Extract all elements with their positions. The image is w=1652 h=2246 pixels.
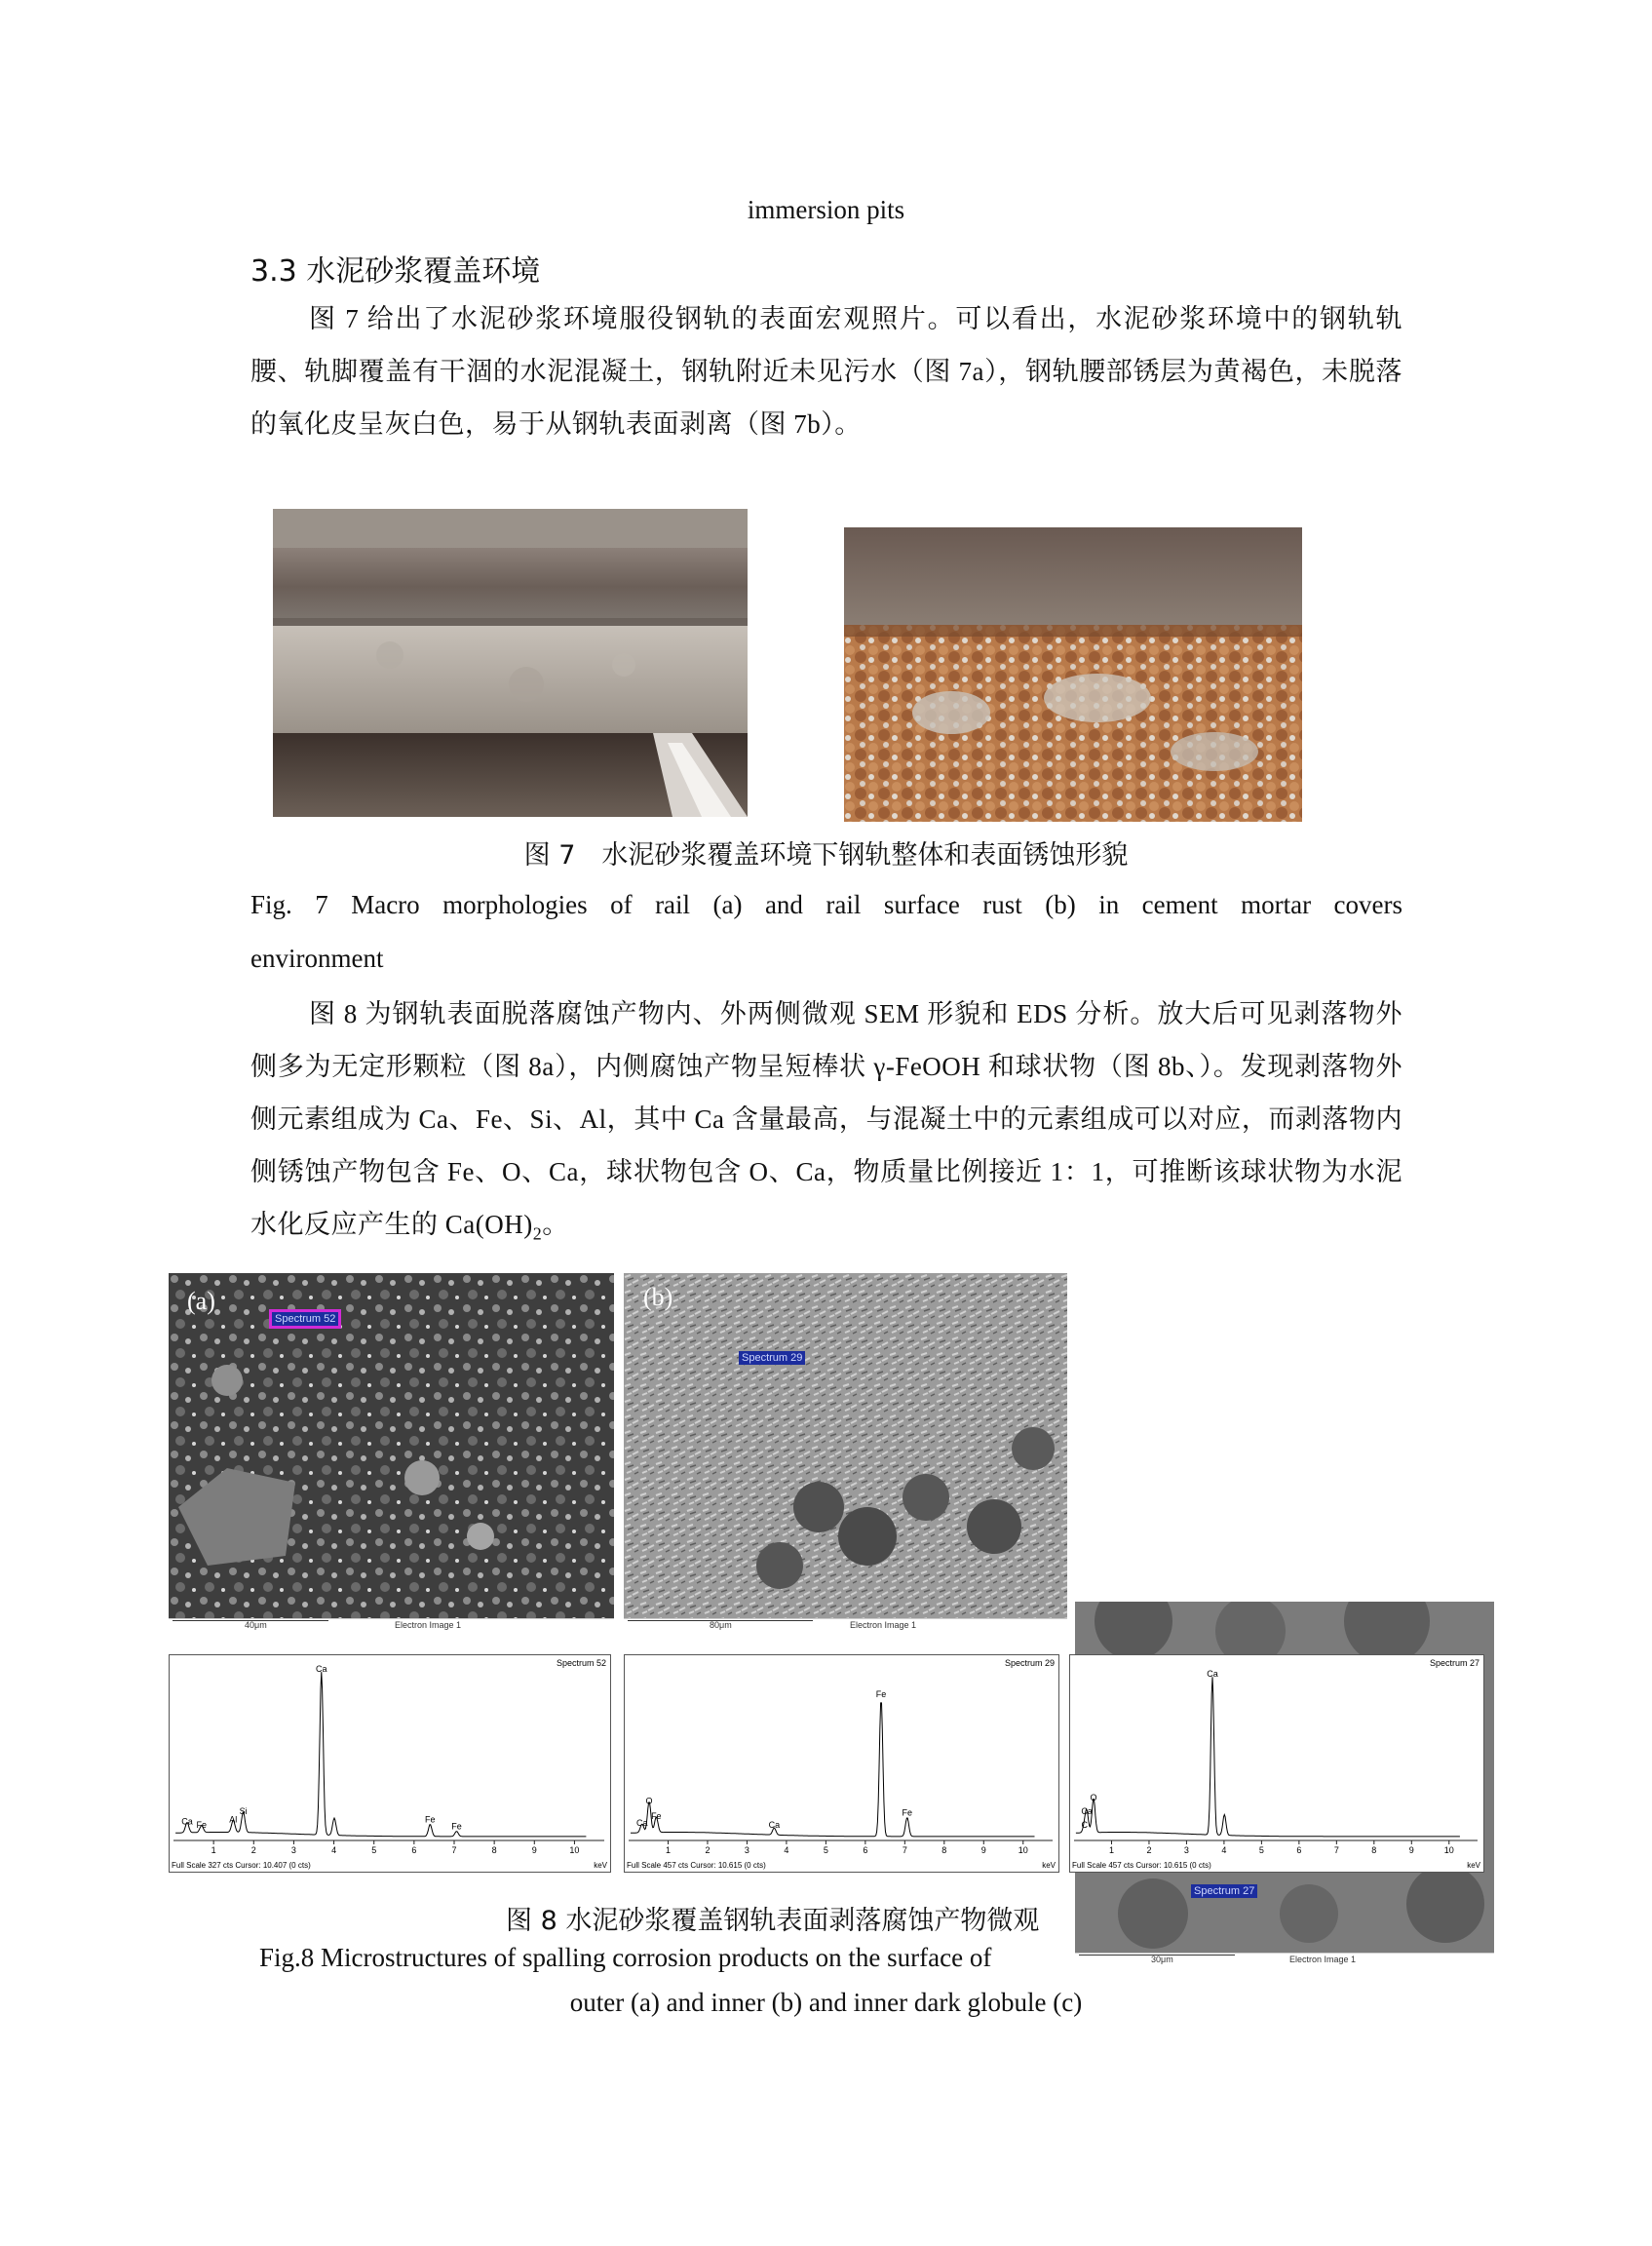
eds-peak-label: Ca [1081, 1805, 1093, 1816]
sem-b-scalebar [624, 1618, 1067, 1635]
paragraph-2-end: 。 [542, 1210, 569, 1239]
eds-tick-label: 4 [784, 1845, 789, 1855]
eds-spectrum-a [169, 1654, 611, 1873]
eds-peak-label: Ca [768, 1819, 781, 1830]
eds-tick-label: 9 [980, 1845, 986, 1855]
eds-xlabel: keV [1467, 1861, 1480, 1870]
fig7b-photo [844, 527, 1302, 822]
eds-tick-label: 4 [1221, 1845, 1227, 1855]
eds-tick-label: 2 [250, 1845, 256, 1855]
eds-xlabel: keV [594, 1861, 607, 1870]
eds-footer: Full Scale 457 cts Cursor: 10.615 (0 cts) [627, 1861, 766, 1870]
eds-peak-label: Ca [316, 1663, 327, 1674]
eds-peak-label: Ca [1207, 1669, 1218, 1680]
sem-c-scalebar [1075, 1953, 1494, 1969]
eds-tick-label: 1 [665, 1845, 671, 1855]
eds-peak-label: O [1090, 1792, 1097, 1802]
eds-footer: Full Scale 327 cts Cursor: 10.407 (0 cts) [172, 1861, 311, 1870]
eds-footer: Full Scale 457 cts Cursor: 10.615 (0 cts) [1072, 1861, 1211, 1870]
eds-title: Spectrum 52 [556, 1658, 606, 1668]
eds-tick-label: 7 [1333, 1845, 1339, 1855]
eds-tick-label: 6 [411, 1845, 417, 1855]
eds-peak-label: Fe [451, 1821, 462, 1832]
sem-b-electron-label: Electron Image 1 [850, 1620, 917, 1630]
fig7a-photo [273, 509, 748, 817]
eds-title: Spectrum 27 [1429, 1658, 1479, 1668]
eds-spectrum-b [624, 1654, 1059, 1873]
eds-tick-label: 6 [863, 1845, 868, 1855]
eds-tick-label: 8 [941, 1845, 947, 1855]
eds-xlabel: keV [1042, 1861, 1056, 1870]
sem-image-a [169, 1273, 614, 1618]
sem-a-electron-label: Electron Image 1 [395, 1620, 462, 1630]
eds-spectrum-c [1069, 1654, 1484, 1873]
eds-peak-label: Fe [902, 1807, 913, 1818]
eds-peak-label: C [1081, 1819, 1089, 1830]
sem-a-scale-label: 40μm [245, 1620, 267, 1630]
sem-b-scale-label: 80μm [710, 1620, 732, 1630]
eds-tick-label: 3 [744, 1845, 749, 1855]
eds-tick-label: 5 [823, 1845, 828, 1855]
eds-tick-label: 9 [1408, 1845, 1414, 1855]
eds-curve [175, 1672, 586, 1837]
eds-tick-label: 10 [1018, 1845, 1028, 1855]
sem-c-scale-label: 30μm [1151, 1955, 1173, 1964]
eds-tick-label: 1 [1108, 1845, 1114, 1855]
eds-title: Spectrum 29 [1004, 1658, 1055, 1668]
eds-peak-label: Al [229, 1814, 238, 1825]
eds-tick-label: 7 [902, 1845, 907, 1855]
eds-tick-label: 5 [1258, 1845, 1264, 1855]
sem-c-electron-label: Electron Image 1 [1289, 1955, 1357, 1964]
sem-a-scalebar [169, 1618, 614, 1635]
fig7-caption-en-1: Fig. 7 Macro morphologies of rail (a) and rail surface rust (b) in cement mortar covers [250, 890, 1402, 919]
sem-c-spectrum-tag: Spectrum 27 [1191, 1884, 1257, 1898]
fig8-caption-en-1: Fig.8 Microstructures of spalling corrosion products on the surface of [259, 1943, 992, 1972]
eds-tick-label: 8 [491, 1845, 497, 1855]
eds-curve [631, 1703, 1035, 1837]
eds-spectrum-b-plot [625, 1655, 1058, 1872]
eds-tick-label: 5 [371, 1845, 377, 1855]
section-title: 3.3 水泥砂浆覆盖环境 [250, 254, 541, 289]
fig7-caption-en-2: environment [250, 944, 384, 973]
eds-tick-label: 1 [211, 1845, 216, 1855]
eds-tick-label: 3 [290, 1845, 296, 1855]
eds-tick-label: 10 [569, 1845, 580, 1855]
fig8-caption-cn: 图 8 水泥砂浆覆盖钢轨表面剥落腐蚀产物微观 [506, 1906, 1040, 1936]
eds-tick-label: 3 [1183, 1845, 1189, 1855]
fig8-caption-en-2: outer (a) and inner (b) and inner dark globule (c) [569, 1988, 1083, 2017]
eds-peak-label: Si [239, 1805, 248, 1816]
eds-peak-label: O [645, 1796, 653, 1806]
eds-peak-label: Ca [181, 1816, 193, 1827]
eds-tick-label: 7 [451, 1845, 457, 1855]
eds-peak-label: Ca [636, 1818, 648, 1829]
paragraph-1: 图 7 给出了水泥砂浆环境服役钢轨的表面宏观照片。可以看出，水泥砂浆环境中的钢轨轨腰、轨脚覆盖有干涸的水泥混凝土，钢轨附近未见污水（图 7a），钢轨腰部锈层为黄褐色，未脱落的氧化皮呈灰白色，易于从钢轨表面剥离（图 7b）。 [250, 304, 1402, 439]
top-line: immersion pits [747, 195, 905, 224]
eds-tick-label: 8 [1371, 1845, 1377, 1855]
paragraph-2-text: 图 8 为钢轨表面脱落腐蚀产物内、外两侧微观 SEM 形貌和 EDS 分析。放大后可见剥落物外侧多为无定形颗粒（图 8a），内侧腐蚀产物呈短棒状 γ-FeOOH 和球状物（图 8b、）。发现剥落物外侧元素组成为 Ca、Fe、Si、Al，其中 Ca 含量最高，与混凝土中的元素组成可以对应，而剥落物内侧锈蚀产物包含 Fe、O、Ca，球状物包含 O、Ca，物质量比例接近 1：1，可推断该球状物为水泥水化反应产生的 Ca(OH) [250, 999, 1402, 1239]
eds-tick-label: 2 [705, 1845, 711, 1855]
eds-curve [1076, 1677, 1460, 1837]
eds-peak-label: Fe [651, 1811, 662, 1822]
panel-b-label: (b) [643, 1283, 673, 1311]
sem-a-spectrum-tag: Spectrum 52 [269, 1309, 341, 1329]
eds-tick-label: 2 [1146, 1845, 1152, 1855]
paragraph-2 [250, 987, 1402, 1259]
eds-peak-label: Fe [425, 1814, 436, 1825]
eds-tick-label: 9 [531, 1845, 537, 1855]
eds-peak-label: Fe [875, 1689, 887, 1700]
eds-tick-label: 10 [1443, 1845, 1454, 1855]
panel-a-label: (a) [187, 1287, 215, 1315]
eds-spectrum-c-plot [1070, 1655, 1483, 1872]
eds-tick-label: 4 [331, 1845, 337, 1855]
sem-image-b [624, 1273, 1067, 1618]
paragraph-2-subscript: 2 [532, 1223, 543, 1244]
fig7-caption-cn: 图 7 水泥砂浆覆盖环境下钢轨整体和表面锈蚀形貌 [523, 840, 1129, 871]
eds-tick-label: 6 [1296, 1845, 1302, 1855]
sem-b-spectrum-tag: Spectrum 29 [739, 1351, 805, 1365]
eds-peak-label: Fe [196, 1819, 208, 1830]
eds-spectrum-a-plot [170, 1655, 610, 1872]
